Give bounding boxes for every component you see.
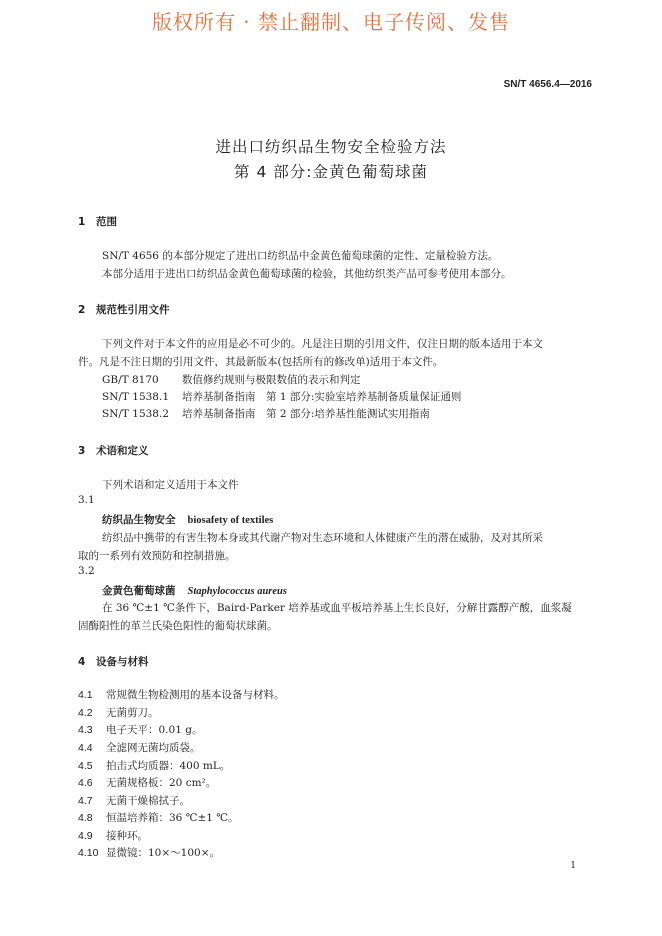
term-english: Staphylococcus aureus — [187, 586, 287, 597]
paragraph: 下列文件对于本文件的应用是必不可少的。凡是注日期的引用文件，仅注日期的版本适用于本文 — [102, 338, 543, 350]
section-number: 2 — [78, 304, 86, 316]
item-text: 显微镜：10×～100×。 — [106, 847, 220, 859]
section-heading-scope — [78, 214, 117, 229]
term-definition-continuation: 取的一系列有效预防和控制措施。 — [78, 550, 236, 562]
term-entry — [102, 583, 287, 598]
term-definition-continuation: 固酶阳性的革兰氏染色阳性的葡萄状球菌。 — [78, 620, 278, 632]
document-title: 进出口纺织品生物安全检验方法 — [215, 138, 447, 156]
section-title: 设备与材料 — [96, 656, 149, 668]
section-heading-normative-references — [78, 302, 170, 317]
equipment-item — [78, 775, 216, 790]
reference-code: GB/T 8170 — [102, 374, 159, 386]
reference-title: 培养基制备指南 第 1 部分:实验室培养基制备质量保证通则 — [182, 391, 462, 403]
item-text: 电子天平：0.01 g。 — [106, 724, 203, 736]
section-title: 术语和定义 — [96, 445, 149, 457]
document-subtitle: 第 4 部分:金黄色葡萄球菌 — [234, 163, 428, 181]
item-number: 4.4 — [78, 742, 93, 754]
item-text: 恒温培养箱：36 ℃±1 ℃。 — [106, 812, 239, 824]
equipment-item — [78, 722, 202, 737]
item-text: 常规微生物检测用的基本设备与材料。 — [106, 689, 285, 701]
equipment-item — [78, 810, 239, 825]
section-title: 规范性引用文件 — [96, 304, 170, 316]
equipment-item — [78, 758, 230, 773]
reference-item — [102, 406, 430, 421]
page-number: 1 — [570, 861, 576, 871]
item-number: 4.5 — [78, 760, 93, 772]
item-number: 4.10 — [78, 847, 99, 859]
equipment-item — [78, 845, 220, 860]
item-text: 无菌剪刀。 — [106, 707, 159, 719]
reference-title: 数值修约规则与极限数值的表示和判定 — [182, 374, 361, 386]
reference-item — [102, 389, 461, 404]
term-english: biosafety of textiles — [187, 515, 274, 526]
item-number: 4.7 — [78, 795, 93, 807]
paragraph-continuation: 件。凡是不注日期的引用文件，其最新版本(包括所有的修改单)适用于本文件。 — [78, 356, 444, 368]
section-heading-terms — [78, 443, 149, 458]
term-number: 3.2 — [78, 565, 95, 577]
section-number: 4 — [78, 656, 86, 668]
reference-title: 培养基制备指南 第 2 部分:培养基性能测试实用指南 — [182, 408, 430, 420]
item-number: 4.1 — [78, 689, 93, 701]
item-number: 4.9 — [78, 830, 93, 842]
item-text: 无菌干燥棉拭子。 — [106, 795, 190, 807]
item-text: 全滤网无菌均质袋。 — [106, 742, 201, 754]
paragraph: SN/T 4656 的本部分规定了进出口纺织品中金黄色葡萄球菌的定性、定量检验方法。 — [102, 250, 499, 262]
equipment-item — [78, 740, 201, 755]
term-chinese: 金黄色葡萄球菌 — [102, 585, 176, 597]
equipment-item — [78, 793, 190, 808]
term-definition: 纺织品中携带的有害生物本身或其代谢产物对生态环境和人体健康产生的潜在威胁，及对其所采 — [102, 532, 543, 544]
section-number: 1 — [78, 216, 86, 228]
term-chinese: 纺织品生物安全 — [102, 514, 176, 526]
term-number: 3.1 — [78, 494, 95, 506]
item-number: 4.8 — [78, 812, 93, 824]
item-number: 4.6 — [78, 777, 93, 789]
item-text: 接种环。 — [106, 830, 148, 842]
paragraph: 下列术语和定义适用于本文件 — [102, 479, 239, 491]
watermark-banner: 版权所有 · 禁止翻制、电子传阅、发售 — [151, 10, 511, 34]
equipment-item — [78, 828, 148, 843]
term-entry — [102, 512, 273, 527]
term-definition: 在 36 ℃±1 ℃条件下，Baird-Parker 培养基或血平板培养基上生长良好，分解甘露醇产酸，血浆凝 — [102, 602, 572, 614]
equipment-item — [78, 687, 285, 702]
section-title: 范围 — [96, 216, 117, 228]
section-heading-equipment — [78, 654, 149, 669]
paragraph: 本部分适用于进出口纺织品金黄色葡萄球菌的检验，其他纺织类产品可参考使用本部分。 — [102, 268, 512, 280]
reference-code: SN/T 1538.2 — [102, 408, 169, 420]
standard-number: SN/T 4656.4—2016 — [503, 79, 592, 90]
reference-item — [102, 372, 361, 387]
item-number: 4.2 — [78, 707, 93, 719]
equipment-item — [78, 705, 159, 720]
reference-code: SN/T 1538.1 — [102, 391, 169, 403]
section-number: 3 — [78, 445, 86, 457]
item-text: 拍击式均质器：400 mL。 — [106, 760, 231, 772]
item-text: 无菌规格板：20 cm²。 — [106, 777, 217, 789]
item-number: 4.3 — [78, 724, 93, 736]
